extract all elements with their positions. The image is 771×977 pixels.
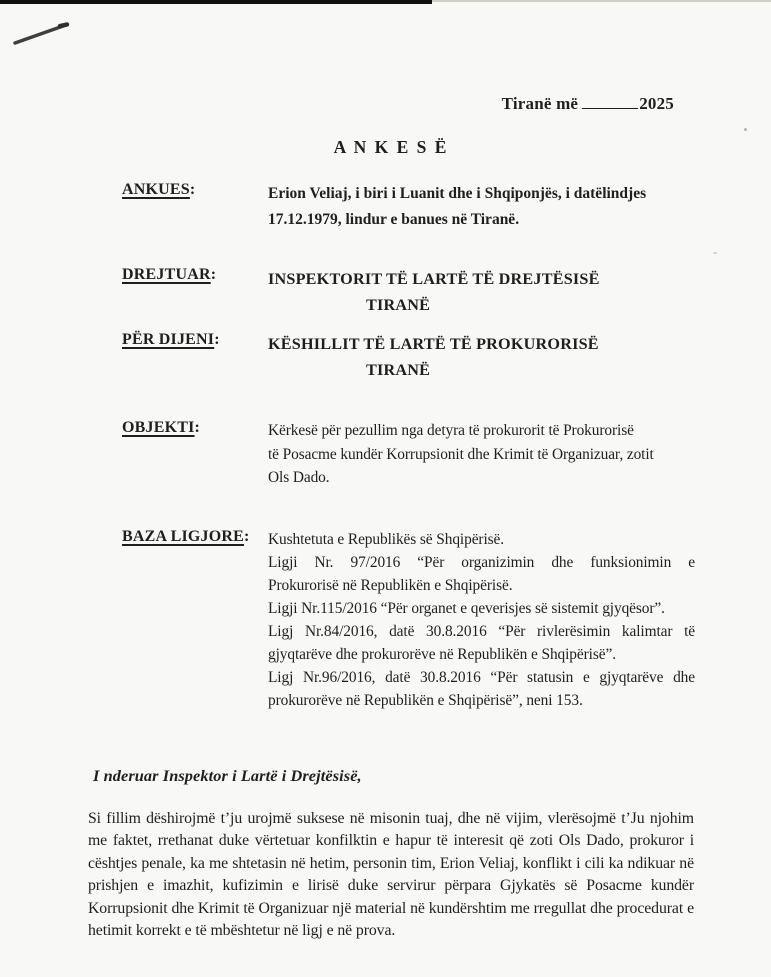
label-colon: : xyxy=(194,419,201,436)
body-paragraph: Si fillim dëshirojmë t’ju urojmë suksese në misonin tuaj, dhe në vijim, vlerësojmë t’Ju njohim me faktet, rrethanat duke vërtetuar konfilktin e hapur të interesit që zoti Ols Dado, prokuror i cështjes penale, ka me shtetasin në hetim, personin tim, Erion Veliaj, konflikt i cili ka ndikuar në prishjen e imazhit, kufizimin e lirisë duke servirur përpara Gjykatës së Posacme kundër Korrupsionit dhe Krimit të Organizuar një material në kundërshtim me rregullat dhe procedurat e hetimit korrekt e të mbështetur në ligj e në prova. xyxy=(88,810,694,940)
value-line: INSPEKTORIT TË LARTË TË DREJTËSISË xyxy=(268,270,600,288)
section-label-text: DREJTUAR xyxy=(122,266,211,283)
dateline-prefix: Tiranë më xyxy=(501,94,579,113)
section-value xyxy=(268,266,695,318)
label-colon: : xyxy=(244,528,250,545)
value-line: Ligji Nr.115/2016 “Për organet e qeverisjes së sistemit gjyqësor”. xyxy=(268,600,665,617)
label-colon: : xyxy=(214,331,220,348)
dateline xyxy=(502,94,674,114)
scan-speck xyxy=(713,252,717,254)
section-label xyxy=(122,419,200,437)
section-label-text: BAZA LIGJORE xyxy=(122,528,244,545)
scan-speck xyxy=(744,128,747,131)
value-line: Kërkesë për pezullim nga detyra të prokurorit të Prokurorisë xyxy=(268,422,634,439)
section-label-text: ANKUES xyxy=(122,181,190,198)
section-label-text: PËR DIJENI xyxy=(122,331,215,348)
section-label-text: OBJEKTI xyxy=(122,419,195,436)
value-line: KËSHILLIT TË LARTË TË PROKURORISË xyxy=(268,335,599,353)
value-line: Kushtetuta e Republikës së Shqipërisë. xyxy=(268,531,504,548)
value-line: TIRANË xyxy=(366,296,431,314)
section-value xyxy=(268,181,695,233)
date-blank-line xyxy=(582,105,638,109)
value-line: Prokurorisë në Republikën e Shqipërisë. xyxy=(268,577,513,594)
section-label xyxy=(122,266,216,284)
dateline-year: 2025 xyxy=(639,94,674,113)
value-line: Erion Veliaj, i biri i Luanit dhe i Shqiponjës, i datëlindjes xyxy=(268,185,647,202)
section-value xyxy=(268,528,695,712)
pen-stroke-artifact xyxy=(8,16,80,50)
value-line: Ols Dado. xyxy=(268,469,330,486)
section-value xyxy=(268,331,695,383)
value-line: prokurorëve në Republikën e Shqipërisë”, neni 153. xyxy=(268,692,583,709)
label-colon: : xyxy=(210,266,217,283)
section-label xyxy=(122,331,220,349)
scan-edge-strip xyxy=(0,0,432,4)
section-value xyxy=(268,419,695,490)
value-line: TIRANË xyxy=(366,361,431,379)
value-line: 17.12.1979, lindur e banues në Tiranë. xyxy=(268,211,520,228)
salutation: I nderuar Inspektor i Lartë i Drejtësisë, xyxy=(93,766,362,785)
section-label xyxy=(122,181,195,199)
value-line: të Posacme kundër Korrupsionit dhe Krimit të Organizuar, zotit xyxy=(268,445,654,463)
section-label xyxy=(122,528,250,546)
scan-edge-strip-fade xyxy=(432,0,771,2)
value-line: Ligji Nr. 97/2016 “Për organizimin dhe funksionimin e xyxy=(268,554,695,571)
document-title: A N K E S Ë xyxy=(333,137,449,157)
value-line: Ligj Nr.96/2016, datë 30.8.2016 “Për statusin e gjyqtarëve dhe xyxy=(268,669,695,686)
value-line: gjyqtarëve dhe prokurorëve në Republikën e Shqipërisë”. xyxy=(268,646,616,663)
label-colon: : xyxy=(189,181,196,198)
value-line: Ligj Nr.84/2016, datë 30.8.2016 “Për rivlerësimin kalimtar të xyxy=(268,623,695,640)
